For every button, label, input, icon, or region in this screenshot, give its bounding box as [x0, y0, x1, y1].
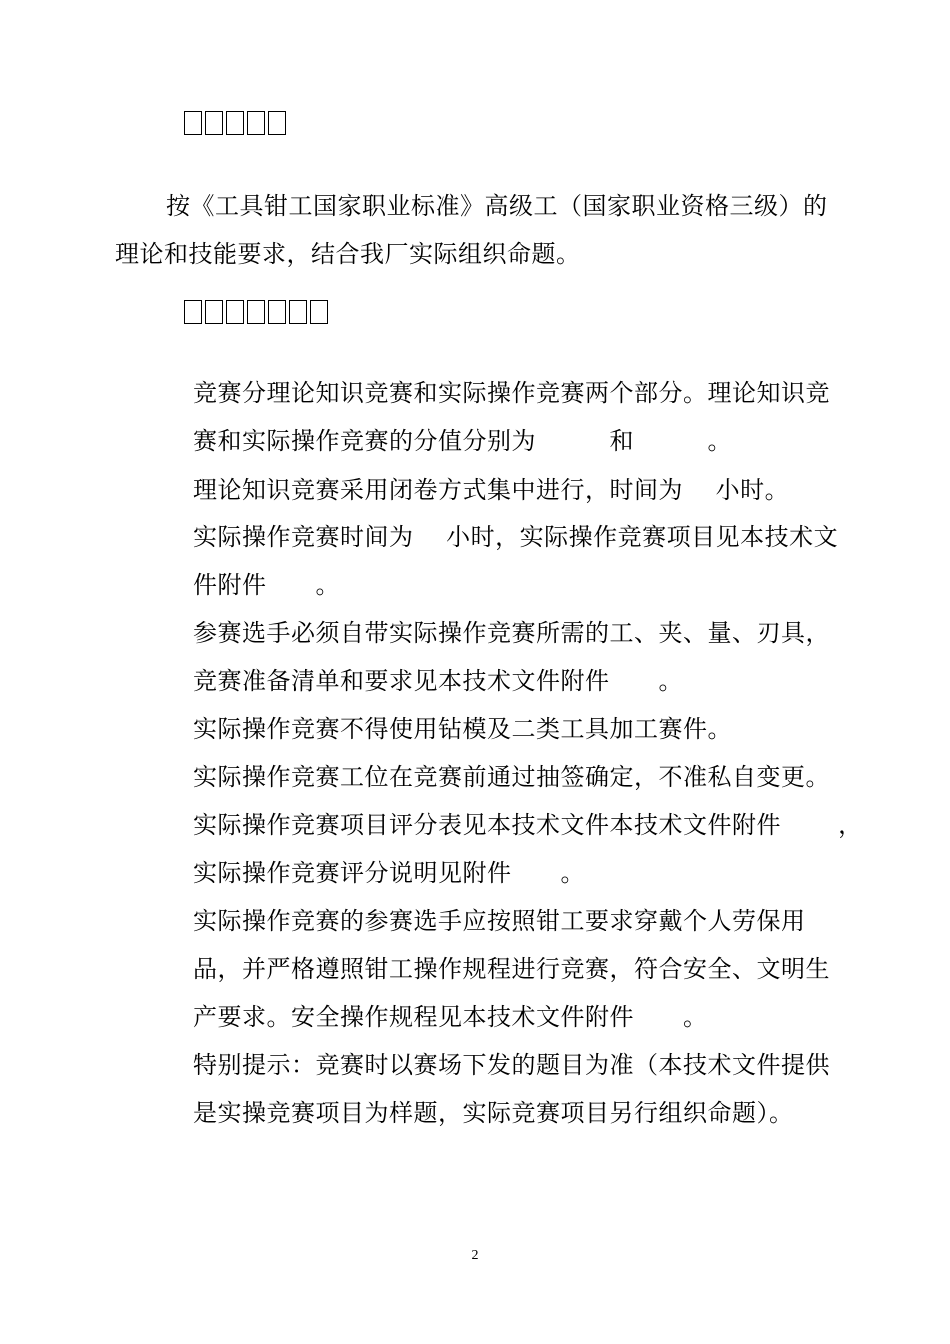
rule-line: 实际操作竞赛时间为 小时，实际操作竞赛项目见本技术文 [193, 523, 839, 551]
rule-line: 竞赛分理论知识竞赛和实际操作竞赛两个部分。理论知识竞 [193, 379, 830, 407]
intro-line-1: 按《工具钳工国家职业标准》高级工（国家职业资格三级）的 [166, 192, 828, 220]
section-heading-placeholder-2 [184, 300, 328, 324]
rule-line: 特别提示：竞赛时以赛场下发的题目为准（本技术文件提供 [193, 1051, 830, 1079]
missing-glyph-box [268, 300, 286, 324]
missing-glyph-box [289, 300, 307, 324]
missing-glyph-box [247, 111, 265, 135]
rule-line: 实际操作竞赛评分说明见附件 。 [193, 859, 585, 887]
missing-glyph-box [226, 111, 244, 135]
rule-line: 赛和实际操作竞赛的分值分别为 和 。 [193, 427, 732, 455]
rule-line: 实际操作竞赛不得使用钻模及二类工具加工赛件。 [193, 715, 732, 743]
missing-glyph-box [247, 300, 265, 324]
rule-line: 实际操作竞赛的参赛选手应按照钳工要求穿戴个人劳保用 [193, 907, 806, 935]
missing-glyph-box [184, 300, 202, 324]
rule-line: 件附件 。 [193, 571, 340, 599]
intro-line-2: 理论和技能要求，结合我厂实际组织命题。 [115, 240, 581, 268]
missing-glyph-box [310, 300, 328, 324]
rule-line: 产要求。安全操作规程见本技术文件附件 。 [193, 1003, 708, 1031]
rule-line: 理论知识竞赛采用闭卷方式集中进行，时间为 小时。 [193, 476, 790, 504]
missing-glyph-box [226, 300, 244, 324]
missing-glyph-box [268, 111, 286, 135]
rule-line: 是实操竞赛项目为样题，实际竞赛项目另行组织命题）。 [193, 1099, 794, 1127]
missing-glyph-box [184, 111, 202, 135]
rule-line: 品，并严格遵照钳工操作规程进行竞赛，符合安全、文明生 [193, 955, 830, 983]
section-heading-placeholder-1 [184, 111, 286, 135]
rule-line: 竞赛准备清单和要求见本技术文件附件 。 [193, 667, 683, 695]
rule-line: 实际操作竞赛工位在竞赛前通过抽签确定，不准私自变更。 [193, 763, 830, 791]
page-number: 2 [471, 1248, 479, 1263]
rule-line: 参赛选手必须自带实际操作竞赛所需的工、夹、量、刃具， [193, 619, 830, 647]
missing-glyph-box [205, 300, 223, 324]
missing-glyph-box [205, 111, 223, 135]
rule-line: 实际操作竞赛项目评分表见本技术文件本技术文件附件 ， [193, 811, 863, 839]
